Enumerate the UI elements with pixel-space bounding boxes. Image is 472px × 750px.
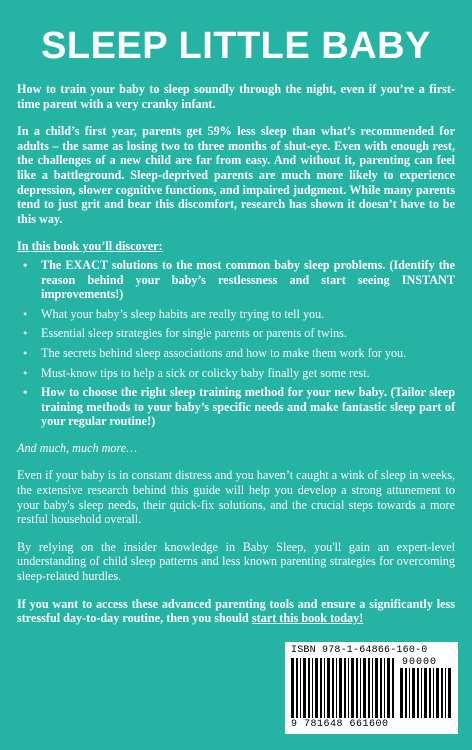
feature-item-text: The secrets behind sleep associations and how to make them work for you.	[41, 345, 407, 360]
bullet-point-icon: •	[23, 345, 28, 360]
research-paragraph: Even if your baby is in constant distress and you haven’t caught a wink of sleep in weeks, the extensive research behind this guide will help you develop a strong attunement to your baby's sleep needs, their quick-fix solutions, and the crucial steps towards a more restful household overall.	[17, 468, 455, 527]
discover-heading	[17, 239, 455, 254]
barcode-addon-bars	[400, 668, 452, 718]
feature-item-text: Must-know tips to help a sick or colicky baby finally get some rest.	[41, 365, 370, 380]
barcode-bars	[291, 658, 395, 718]
feature-item	[17, 346, 455, 361]
feature-list	[17, 258, 455, 429]
feature-item-text: How to choose the right sleep training method for your new baby. (Tailor sleep training methods to your baby’s specific needs and make fantastic sleep part of your regular routine!)	[41, 385, 455, 429]
feature-item-text: The EXACT solutions to the most common baby sleep problems. (Identify the reason behind your baby’s restlessness and start seeing INSTANT improvements!)	[41, 257, 455, 302]
feature-item-text: What your baby’s sleep habits are really trying to tell you.	[41, 306, 325, 321]
feature-item	[17, 385, 455, 429]
barcode-digits: 9 781648 661600	[291, 719, 389, 730]
book-title: SLEEP LITTLE BABY	[41, 25, 431, 67]
feature-item	[17, 307, 455, 322]
isbn-label: ISBN 978-1-64866-160-0	[291, 645, 428, 656]
feature-item	[17, 326, 455, 341]
bullet-point-icon: •	[23, 257, 28, 272]
feature-item	[17, 258, 455, 302]
cta-link: start this book today!	[251, 611, 364, 626]
feature-item	[17, 366, 455, 381]
cta-text: If you want to access these advanced parenting tools and ensure a significantly less stressful day-to-day routine, then you should	[17, 596, 455, 626]
call-to-action	[17, 597, 455, 626]
bullet-point-icon: •	[23, 385, 28, 400]
intro-paragraph: How to train your baby to sleep soundly through the night, even if you’re a first-time parent with a very cranky infant.	[17, 82, 455, 111]
blurb	[17, 82, 455, 639]
barcode-addon-number: 90000	[402, 657, 438, 668]
bullet-point-icon: •	[23, 326, 28, 341]
knowledge-paragraph: By relying on the insider knowledge in Baby Sleep, you'll gain an expert-level understanding of child sleep patterns and less known parenting strategies for overcoming sleep-related hurdles.	[17, 539, 455, 584]
statistics-paragraph: In a child’s first year, parents get 59% less sleep than what’s recommended for adults – the same as losing two to three months of shut-eye. Even with enough rest, the challenges of a new child are far from easy. And without it, parenting can feel like a battleground. Sleep-deprived parents are much more likely to experience depression, slower cognitive functions, and impaired judgment. While many parents tend to just grit and bear this discomfort, research has shown it doesn’t have to be this way.	[17, 124, 455, 226]
feature-item-text: Essential sleep strategies for single parents or parents of twins.	[41, 326, 347, 341]
discover-heading-text: In this book you’ll discover:	[17, 239, 163, 254]
isbn-barcode	[285, 642, 458, 734]
bullet-point-icon: •	[23, 365, 28, 380]
much-more-line: And much, much more…	[17, 440, 138, 455]
bullet-point-icon: •	[23, 306, 28, 321]
